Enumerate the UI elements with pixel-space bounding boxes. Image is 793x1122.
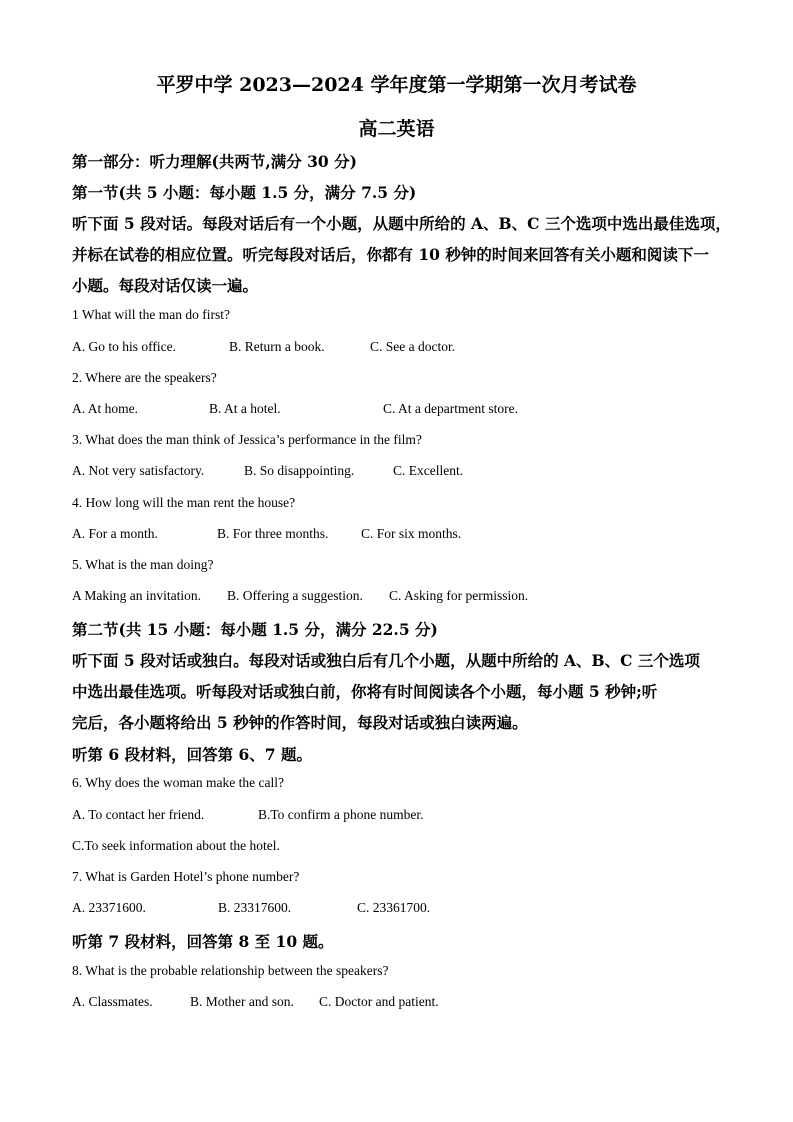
question-3-option-c: C. Excellent. — [393, 463, 464, 478]
question-2-option-b: B. At a hotel. — [209, 401, 281, 416]
question-4-option-c: C. For six months. — [361, 526, 462, 541]
question-2-option-c: C. At a department store. — [383, 401, 518, 416]
question-2-option-a: A. At home. — [72, 401, 138, 416]
question-2-stem: 2. Where are the speakers? — [72, 370, 217, 385]
question-5-option-b: B. Offering a suggestion. — [227, 588, 363, 603]
question-6-option-c: C.To seek information about the hotel. — [72, 838, 280, 853]
question-8-option-a: A. Classmates. — [72, 994, 153, 1009]
question-7-option-b: B. 23317600. — [218, 900, 292, 915]
section1-instruction-line: 并标在试卷的相应位置。听完每段对话后，你都有 10 秒钟的时间来回答有关小题和阅读下一 — [72, 245, 709, 264]
question-5-stem: 5. What is the man doing? — [72, 557, 214, 572]
material-6-heading: 听第 6 段材料，回答第 6、7 题。 — [72, 745, 312, 764]
part1-heading: 第一部分：听力理解(共两节,满分 30 分) — [72, 152, 357, 171]
question-1-option-a: A. Go to his office. — [72, 339, 176, 354]
section2-instruction-line: 中选出最佳选项。听每段对话或独白前，你将有时间阅读各个小题，每小题 5 秒钟;听 — [72, 682, 658, 701]
question-3-option-b: B. So disappointing. — [244, 463, 355, 478]
exam-title: 平罗中学 2023—2024 学年度第一学期第一次月考试卷 — [156, 74, 637, 96]
question-6-option-a: A. To contact her friend. — [72, 807, 205, 822]
question-5-option-c: C. Asking for permission. — [389, 588, 529, 603]
question-3-option-a: A. Not very satisfactory. — [72, 463, 205, 478]
question-4-option-a: A. For a month. — [72, 526, 158, 541]
question-7-option-a: A. 23371600. — [72, 900, 146, 915]
material-7-heading: 听第 7 段材料，回答第 8 至 10 题。 — [72, 932, 334, 951]
question-6-stem: 6. Why does the woman make the call? — [72, 775, 284, 790]
section1-heading: 第一节(共 5 小题：每小题 1.5 分，满分 7.5 分) — [72, 183, 417, 202]
question-7-stem: 7. What is Garden Hotel’s phone number? — [72, 869, 300, 884]
question-8-stem: 8. What is the probable relationship between the speakers? — [72, 963, 389, 978]
question-8-option-c: C. Doctor and patient. — [319, 994, 439, 1009]
question-3-stem: 3. What does the man think of Jessica’s performance in the film? — [72, 432, 422, 447]
question-1-option-b: B. Return a book. — [229, 339, 325, 354]
section1-instruction-line: 听下面 5 段对话。每段对话后有一个小题，从题中所给的 A、B、C 三个选项中选出最佳选项， — [72, 214, 731, 233]
question-1-option-c: C. See a doctor. — [370, 339, 456, 354]
question-8-option-b: B. Mother and son. — [190, 994, 294, 1009]
question-6-option-b: B.To confirm a phone number. — [258, 807, 424, 822]
question-4-stem: 4. How long will the man rent the house? — [72, 495, 296, 510]
exam-subtitle: 高二英语 — [358, 118, 435, 140]
section2-heading: 第二节(共 15 小题：每小题 1.5 分，满分 22.5 分) — [72, 620, 438, 639]
section1-instruction-line: 小题。每段对话仅读一遍。 — [72, 276, 259, 295]
question-4-option-b: B. For three months. — [217, 526, 329, 541]
section2-instruction-line: 听下面 5 段对话或独白。每段对话或独白后有几个小题，从题中所给的 A、B、C 三个选项 — [72, 651, 700, 670]
question-7-option-c: C. 23361700. — [357, 900, 431, 915]
question-5-option-a: A Making an invitation. — [72, 588, 201, 603]
section2-instruction-line: 完后，各小题将给出 5 秒钟的作答时间，每段对话或独白读两遍。 — [72, 713, 528, 732]
question-1-stem: 1 What will the man do first? — [72, 307, 230, 322]
